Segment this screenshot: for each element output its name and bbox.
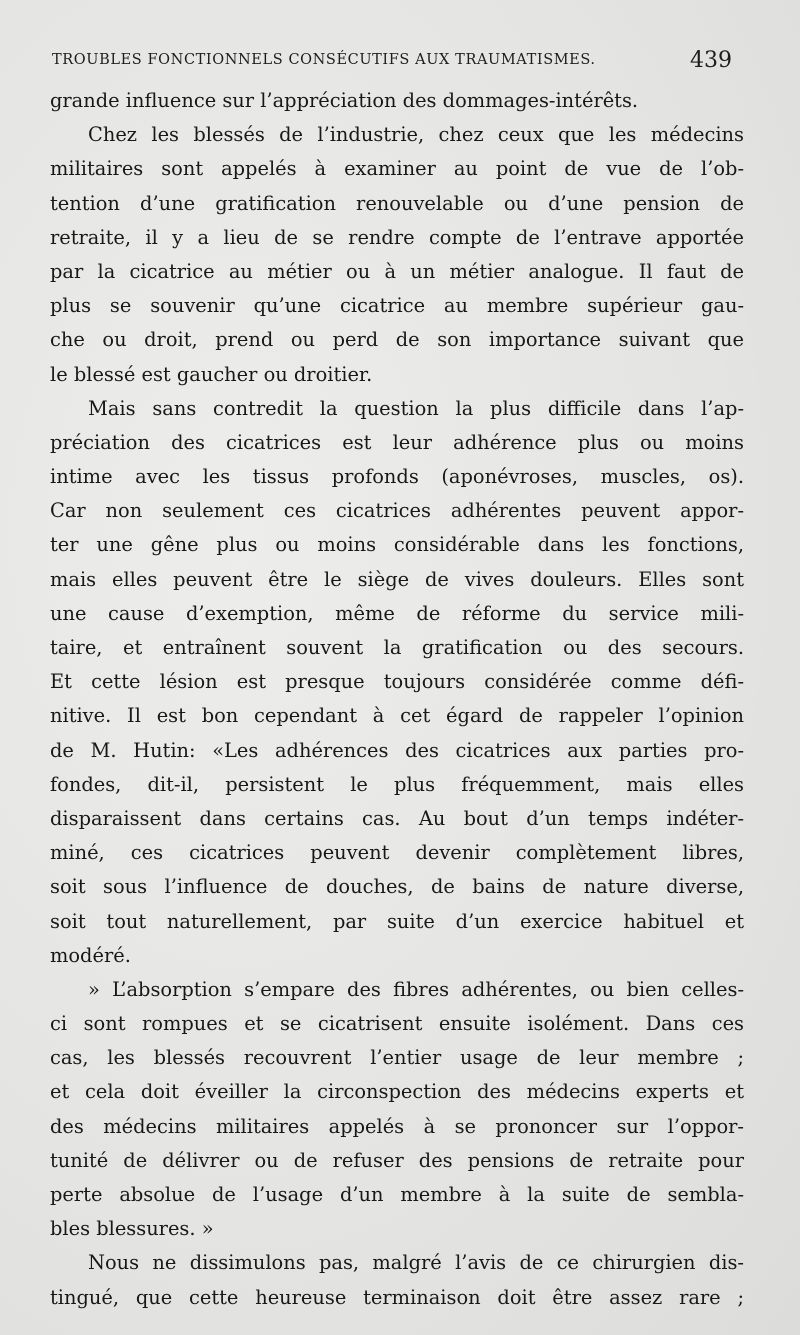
text-line: fondes, dit-il, persistent le plus fréquemment, mais elles <box>50 772 744 796</box>
text-line: une cause d’exemption, même de réforme du service mili- <box>50 601 744 625</box>
text-line: plus se souvenir qu’une cicatrice au membre supérieur gau- <box>50 294 744 318</box>
text-line: che ou droit, prend ou perd de son importance suivant que <box>50 328 744 352</box>
text-line: Mais sans contredit la question la plus difficile dans l’ap- <box>88 396 744 420</box>
text-line: ter une gêne plus ou moins considérable dans les fonctions, <box>50 533 744 557</box>
text-line: et cela doit éveiller la circonspection des médecins experts et <box>50 1080 744 1104</box>
text-line: retraite, il y a lieu de se rendre compte de l’entrave apportée <box>50 225 744 249</box>
text-line: ci sont rompues et se cicatrisent ensuite isolément. Dans ces <box>50 1012 744 1036</box>
text-line: Et cette lésion est presque toujours considérée comme défi- <box>50 670 744 694</box>
text-line: Chez les blessés de l’industrie, chez ceux que les médecins <box>88 123 744 147</box>
text-line: grande influence sur l’appréciation des dommages-intérêts. <box>50 89 639 112</box>
text-line: intime avec les tissus profonds (aponévroses, muscles, os). <box>50 465 744 489</box>
text-line: bles blessures. » <box>50 1217 214 1241</box>
text-line: disparaissent dans certains cas. Au bout d’un temps indéter- <box>50 806 744 830</box>
text-line: tention d’une gratification renouvelable ou d’une pension de <box>50 191 744 215</box>
text-line: » L’absorption s’empare des fibres adhérentes, ou bien celles- <box>88 977 744 1001</box>
running-title: TROUBLES FONCTIONNELS CONSÉCUTIFS AUX TRAUMATISMES. <box>52 52 596 68</box>
body-text <box>50 84 744 1315</box>
text-line: Nous ne dissimulons pas, malgré l’avis de ce chirurgien dis- <box>88 1251 744 1275</box>
text-line: modéré. <box>50 943 131 967</box>
text-line: taire, et entraînent souvent la gratification ou des secours. <box>50 636 744 659</box>
text-line: Car non seulement ces cicatrices adhérentes peuvent appor- <box>50 499 744 523</box>
text-line: militaires sont appelés à examiner au point de vue de l’ob- <box>50 157 744 181</box>
text-line: cas, les blessés recouvrent l’entier usage de leur membre ; <box>50 1046 744 1070</box>
text-line: par la cicatrice au métier ou à un métier analogue. Il faut de <box>50 259 744 283</box>
text-line: préciation des cicatrices est leur adhérence plus ou moins <box>50 430 744 454</box>
text-line: perte absolue de l’usage d’un membre à la suite de sembla- <box>50 1183 744 1206</box>
text-line: tingué, que cette heureuse terminaison doit être assez rare ; <box>50 1285 744 1309</box>
text-line: tunité de délivrer ou de refuser des pensions de retraite pour <box>50 1148 744 1172</box>
text-line: de M. Hutin: «Les adhérences des cicatrices aux parties pro- <box>50 738 744 762</box>
text-line: nitive. Il est bon cependant à cet égard de rappeler l’opinion <box>50 704 744 728</box>
text-line: soit sous l’influence de douches, de bains de nature diverse, <box>50 875 744 899</box>
text-line: soit tout naturellement, par suite d’un exercice habituel et <box>50 909 744 933</box>
text-line: miné, ces cicatrices peuvent devenir complètement libres, <box>50 841 744 865</box>
text-line: des médecins militaires appelés à se prononcer sur l’oppor- <box>50 1114 744 1138</box>
text-line: mais elles peuvent être le siège de vives douleurs. Elles sont <box>50 567 744 591</box>
page-header <box>52 48 732 78</box>
text-line: le blessé est gaucher ou droitier. <box>50 362 373 386</box>
page-number: 439 <box>690 48 732 73</box>
